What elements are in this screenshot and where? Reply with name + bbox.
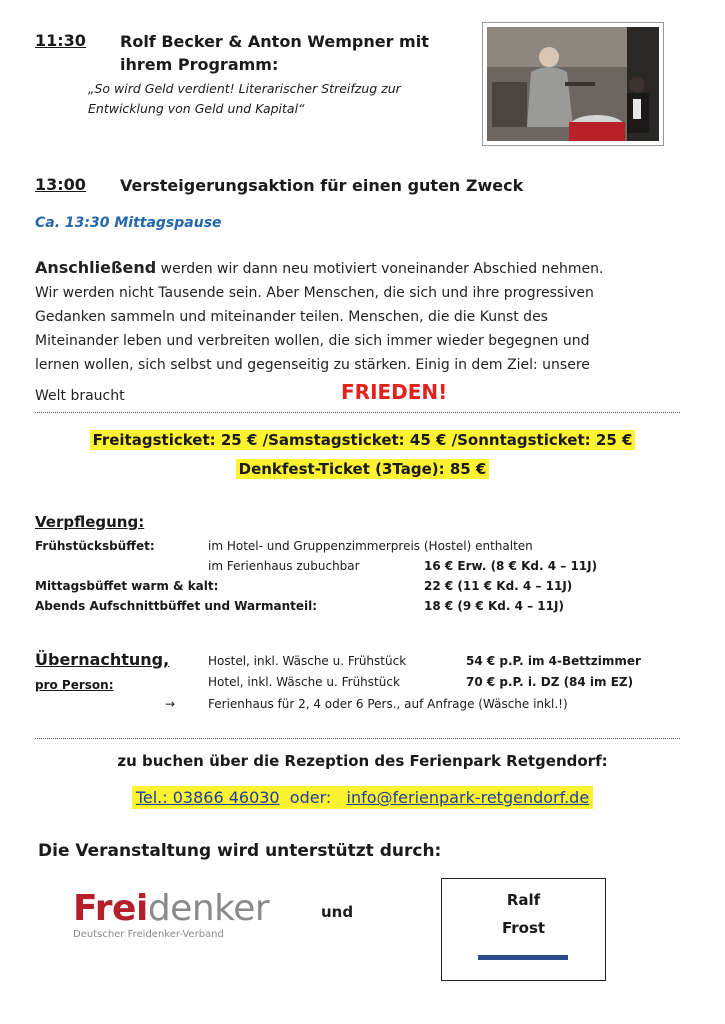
freidenker-logo [73,888,269,940]
lunch-break: Ca. 13:30 Mittagspause [35,215,222,231]
closing-lead: Anschließend [35,258,157,277]
program-title-line1: Rolf Becker & Anton Wempner mit [120,32,429,51]
lodging-row2-price: 70 € p.P. i. DZ (84 im EZ) [466,675,634,689]
peace-highlight: FRIEDEN! [341,380,448,404]
sponsor-box [441,878,606,981]
divider [35,738,680,739]
lodging-heading: Übernachtung, [35,650,170,669]
tickets-line1: Freitagsticket: 25 € /Samstagsticket: 45 € /Sonntagsticket: 25 € [90,430,636,450]
dinner-price: 18 € (9 € Kd. 4 – 11J) [424,599,564,613]
program-subtitle-line1: „So wird Geld verdient! Literarischer Streifzug zur [88,81,401,96]
closing-line4: Miteinander leben und verbreiten wollen, die sich immer wieder begegnen und [35,333,590,349]
sponsor-last: Frost [501,919,546,937]
booking-or: oder: [289,788,332,807]
lodging-row1-desc: Hostel, inkl. Wäsche u. Frühstück [208,654,407,668]
closing-line2: Wir werden nicht Tausende sein. Aber Menschen, die sich und ihre progressiven [35,285,594,301]
tickets-line2-wrap [0,459,725,478]
dinner-label: Abends Aufschnittbüffet und Warmanteil: [35,599,318,613]
sponsor-first: Ralf [506,891,541,909]
support-heading: Die Veranstaltung wird unterstützt durch: [38,841,442,861]
speaker-photo [482,22,664,146]
program-subtitle-line2: Entwicklung von Geld und Kapital“ [88,101,305,116]
booking-contact-box [132,786,593,809]
closing-line3: Gedanken sammeln und miteinander teilen. Menschen, die die Kunst des [35,309,548,325]
tickets-line2: Denkfest-Ticket (3Tage): 85 € [236,459,490,479]
lunch-price: 22 € (11 € Kd. 4 – 11J) [424,579,573,593]
logo-text-red: Frei [73,888,148,929]
arrow-icon: → [165,697,176,711]
tickets-line1-wrap [0,430,725,449]
breakfast-desc1: im Hotel- und Gruppenzimmerpreis (Hostel) enthalten [208,539,533,553]
logo-text-gray: denker [147,888,270,929]
breakfast-label: Frühstücksbüffet: [35,539,155,553]
program-title-1300: Versteigerungsaktion für einen guten Zweck [120,176,524,195]
lodging-subheading: pro Person: [35,678,114,692]
lunch-label: Mittagsbüffet warm & kalt: [35,579,219,593]
lodging-row1-price: 54 € p.P. im 4-Bettzimmer [466,654,641,668]
and-text: und [321,903,354,921]
booking-heading: zu buchen über die Rezeption des Ferienpark Retgendorf: [117,752,608,770]
program-subtitle-1130 [88,79,401,119]
closing-line5: lernen wollen, sich selbst und gegenseitig zu stärken. Einig in dem Ziel: unsere [35,357,590,373]
booking-contact [0,788,725,807]
breakfast-price: 16 € Erw. (8 € Kd. 4 – 11J) [424,559,598,573]
email-link[interactable]: info@ferienpark-retgendorf.de [346,788,590,807]
breakfast-desc2: im Ferienhaus zubuchbar [208,559,360,573]
speaker-photo-image [487,27,659,141]
catering-heading: Verpflegung: [35,513,145,531]
closing-paragraph [35,256,685,377]
program-title-1130 [120,30,429,76]
lodging-row2-desc: Hotel, inkl. Wäsche u. Frühstück [208,675,400,689]
time-1300: 13:00 [35,175,86,194]
closing-line1: werden wir dann neu motiviert voneinander Abschied nehmen. [156,261,604,277]
divider [35,412,680,413]
phone-link[interactable]: Tel.: 03866 46030 [135,788,280,807]
time-1130: 11:30 [35,31,86,50]
logo-subtitle: Deutscher Freidenker-Verband [73,929,224,940]
sponsor-bar [478,955,568,960]
closing-line6: Welt braucht [35,388,125,404]
program-title-line2: ihrem Programm: [120,55,279,74]
lodging-row3-desc: Ferienhaus für 2, 4 oder 6 Pers., auf Anfrage (Wäsche inkl.!) [208,697,568,711]
